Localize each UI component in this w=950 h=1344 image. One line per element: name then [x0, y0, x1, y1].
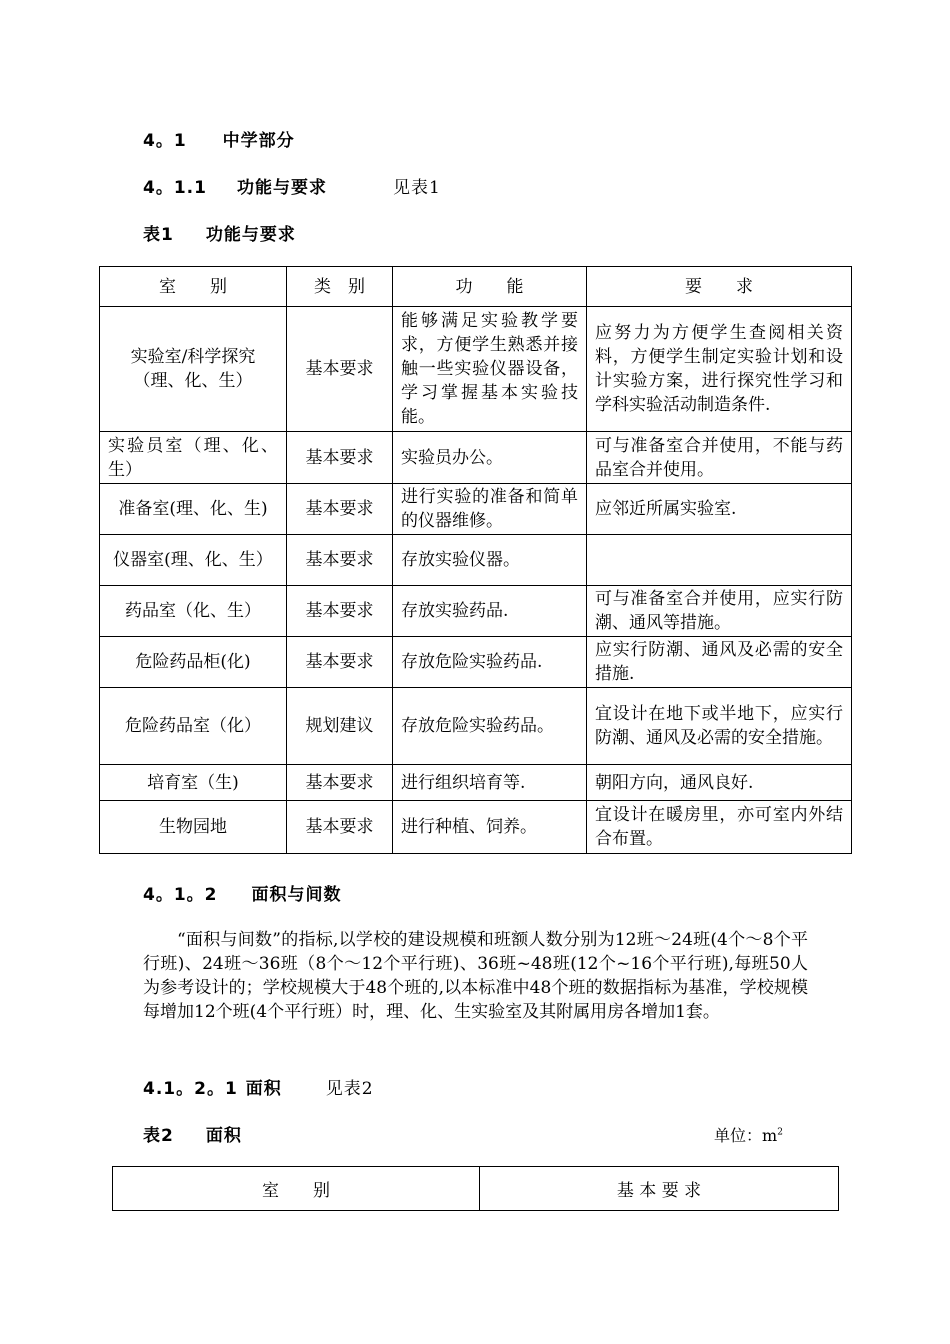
subsection-heading — [143, 173, 441, 198]
cell-requirement: 宜设计在暖房里，亦可室内外结合布置。 — [587, 801, 852, 854]
table-row — [100, 765, 852, 801]
cell-function: 存放危险实验药品。 — [393, 688, 587, 765]
cell-room: 实验员室（理、化、生） — [100, 432, 287, 484]
cell-category: 规划建议 — [287, 688, 393, 765]
table1-caption-title: 功能与要求 — [205, 225, 296, 245]
table-row — [100, 637, 852, 688]
cell-room: 生物园地 — [100, 801, 287, 854]
cell-room: 培育室（生) — [100, 765, 287, 801]
subsection-number: 4.1。2。1 — [143, 1079, 238, 1099]
cell-requirement: 应努力为方便学生查阅相关资料，方便学生制定实验计划和设计实验方案，进行探究性学习和学科实验活动制造条件. — [587, 307, 852, 432]
cell-category: 基本要求 — [287, 801, 393, 854]
cell-function: 存放实验药品. — [393, 586, 587, 637]
body-paragraph — [143, 928, 808, 1024]
function-requirements-table — [99, 266, 852, 854]
table-reference: 见表1 — [392, 178, 441, 198]
cell-function: 进行种植、饲养。 — [393, 801, 587, 854]
table2-caption-title: 面积 — [205, 1126, 242, 1146]
section-number: 4。1 — [143, 131, 187, 151]
header-category: 类 别 — [287, 267, 393, 307]
subsection-title: 面积 — [245, 1079, 282, 1099]
table-row — [100, 688, 852, 765]
cell-room: 危险药品柜(化) — [100, 637, 287, 688]
table-header-row — [113, 1167, 839, 1211]
cell-requirement: 宜设计在地下或半地下，应实行防潮、通风及必需的安全措施。 — [587, 688, 852, 765]
subsection-number: 4。1。2 — [143, 885, 218, 905]
table2-caption-number: 表2 — [143, 1126, 174, 1146]
cell-room: 危险药品室（化） — [100, 688, 287, 765]
table-row — [100, 484, 852, 535]
cell-room: 实验室/科学探究（理、化、生） — [100, 307, 287, 432]
subsection-heading — [143, 1074, 374, 1099]
table-reference: 见表2 — [325, 1079, 374, 1099]
cell-requirement: 可与准备室合并使用，不能与药品室合并使用。 — [587, 432, 852, 484]
cell-room: 仪器室(理、化、生） — [100, 535, 287, 586]
cell-category: 基本要求 — [287, 535, 393, 586]
table-row — [100, 586, 852, 637]
cell-room: 药品室（化、生） — [100, 586, 287, 637]
cell-function: 存放危险实验药品. — [393, 637, 587, 688]
cell-requirement: 朝阳方向，通风良好. — [587, 765, 852, 801]
unit-superscript: 2 — [777, 1127, 783, 1138]
table2-caption — [143, 1121, 242, 1146]
unit-label — [714, 1123, 783, 1146]
cell-requirement: 可与准备室合并使用，应实行防潮、通风等措施。 — [587, 586, 852, 637]
subsection-title: 功能与要求 — [236, 178, 327, 198]
header-room: 室 别 — [113, 1167, 480, 1211]
cell-requirement — [587, 535, 852, 586]
subsection-number: 4。1.1 — [143, 178, 207, 198]
cell-requirement: 应邻近所属实验室. — [587, 484, 852, 535]
cell-category: 基本要求 — [287, 637, 393, 688]
subsection-title: 面积与间数 — [251, 885, 342, 905]
cell-category: 基本要求 — [287, 586, 393, 637]
header-function: 功 能 — [393, 267, 587, 307]
table1-caption-number: 表1 — [143, 225, 174, 245]
subsection-heading — [143, 880, 342, 905]
cell-category: 基本要求 — [287, 484, 393, 535]
paragraph-text: “面积与间数”的指标,以学校的建设规模和班额人数分别为12班～24班(4个～8个平行班)、24班～36班（8个～12个平行班)、36班~48班(12个~16个平行班),每班50人为参考设计的；学校规模大于48个班的,以本标准中48个班的数据指标为基准，学校规模每增加12个班(4个平行班）时，理、化、生实验室及其附属用房各增加1套。 — [143, 930, 808, 1022]
unit-text: 单位：m — [714, 1126, 778, 1145]
area-table — [112, 1166, 839, 1211]
cell-category: 基本要求 — [287, 432, 393, 484]
section-heading — [143, 126, 295, 151]
cell-function: 进行实验的准备和简单的仪器维修。 — [393, 484, 587, 535]
cell-function: 进行组织培育等. — [393, 765, 587, 801]
cell-category: 基本要求 — [287, 307, 393, 432]
cell-requirement: 应实行防潮、通风及必需的安全措施. — [587, 637, 852, 688]
section-title: 中学部分 — [222, 131, 295, 151]
table1-caption — [143, 220, 296, 245]
cell-category: 基本要求 — [287, 765, 393, 801]
header-room: 室 别 — [100, 267, 287, 307]
table-header-row — [100, 267, 852, 307]
cell-function: 能够满足实验教学要求，方便学生熟悉并接触一些实验仪器设备，学习掌握基本实验技能。 — [393, 307, 587, 432]
cell-function: 存放实验仪器。 — [393, 535, 587, 586]
table-row — [100, 801, 852, 854]
header-basic-requirement: 基 本 要 求 — [480, 1167, 839, 1211]
cell-function: 实验员办公。 — [393, 432, 587, 484]
table-row — [100, 432, 852, 484]
cell-room: 准备室(理、化、生) — [100, 484, 287, 535]
header-requirement: 要 求 — [587, 267, 852, 307]
table-row — [100, 535, 852, 586]
table-row — [100, 307, 852, 432]
